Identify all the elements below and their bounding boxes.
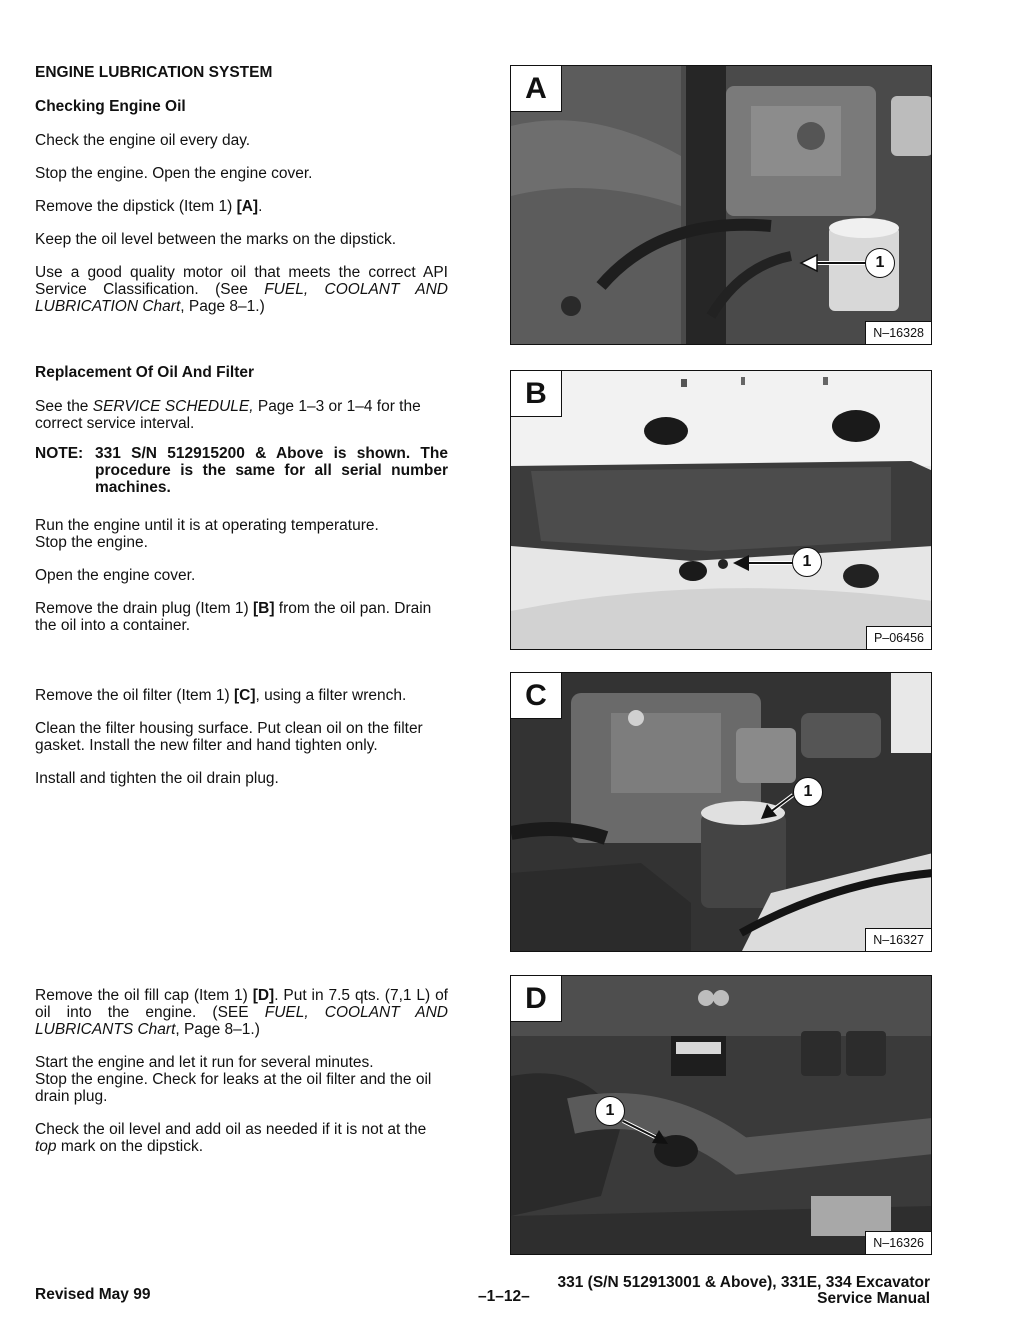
replacement-p3: Open the engine cover. [35, 567, 196, 584]
replacement-p9: Start the engine and let it run for several minutes. Stop the engine. Check for leaks at the oil filter and the oil drain plug. [35, 1054, 432, 1105]
figure-b-letter: B [511, 371, 562, 417]
replacement-p4: Remove the drain plug (Item 1) [B] from the oil pan. Drain the oil into a container. [35, 600, 432, 634]
replacement-p2: Run the engine until it is at operating temperature. Stop the engine. [35, 517, 379, 551]
figure-c-callout: 1 [793, 777, 823, 807]
replacement-p5: Remove the oil filter (Item 1) [C], using a filter wrench. [35, 687, 407, 704]
checking-p4: Keep the oil level between the marks on the dipstick. [35, 231, 397, 248]
replacement-heading: Replacement Of Oil And Filter [35, 364, 255, 381]
checking-p2: Stop the engine. Open the engine cover. [35, 165, 313, 182]
figure-a-code: N–16328 [865, 321, 931, 344]
figure-b-callout: 1 [792, 547, 822, 577]
figure-b [510, 370, 932, 650]
figure-ref-a: [A] [236, 198, 259, 215]
checking-p1: Check the engine oil every day. [35, 132, 251, 149]
replacement-p8: Remove the oil fill cap (Item 1) [D]. Put in 7.5 qts. (7,1 L) of oil into the engine. (SEE FUEL, COOLANT AND LUBRICANTS Chart, Page 8–1.) [35, 987, 448, 1038]
figure-ref-b: [B] [252, 600, 275, 617]
callout-arrow-a [511, 66, 932, 345]
note-text: 331 S/N 512915200 & Above is shown. The procedure is the same for all serial number machines. [95, 445, 448, 496]
replacement-p10: Check the oil level and add oil as needed if it is not at the top mark on the dipstick. [35, 1121, 427, 1155]
note [35, 445, 448, 496]
figure-a [510, 65, 932, 345]
footer-page-number: –1–12– [478, 1288, 530, 1305]
replacement-p6: Clean the filter housing surface. Put clean oil on the filter gasket. Install the new filter and hand tighten only. [35, 720, 423, 754]
callout-arrow-b [511, 371, 932, 650]
footer-manual-title: 331 (S/N 512913001 & Above), 331E, 334 Excavator Service Manual [557, 1274, 930, 1307]
filter-section [35, 687, 448, 787]
figure-a-callout: 1 [865, 248, 895, 278]
figure-c [510, 672, 932, 952]
checking-section [35, 64, 448, 315]
note-label: NOTE: [35, 445, 84, 462]
figure-d-callout: 1 [595, 1096, 625, 1126]
callout-arrow-c [511, 673, 932, 952]
checking-heading: Checking Engine Oil [35, 98, 186, 115]
figure-d [510, 975, 932, 1255]
checking-p3: Remove the dipstick (Item 1) [A]. [35, 198, 263, 215]
figure-c-code: N–16327 [865, 928, 931, 951]
replacement-p7: Install and tighten the oil drain plug. [35, 770, 279, 787]
figure-ref-d: [D] [252, 987, 275, 1004]
section-title: ENGINE LUBRICATION SYSTEM [35, 64, 273, 81]
figure-d-letter: D [511, 976, 562, 1022]
figure-b-code: P–06456 [866, 626, 931, 649]
figure-d-code: N–16326 [865, 1231, 931, 1254]
replacement-section [35, 364, 448, 634]
checking-p5: Use a good quality motor oil that meets the correct API Service Classification. (See FUEL, COOLANT AND LUBRICATION Chart, Page 8–1.) [35, 264, 448, 315]
replacement-p1: See the SERVICE SCHEDULE, Page 1–3 or 1–4 for the correct service interval. [35, 398, 421, 432]
figure-ref-c: [C] [233, 687, 256, 704]
refill-section [35, 987, 448, 1155]
callout-arrow-d [511, 976, 932, 1255]
footer-revised: Revised May 99 [35, 1286, 151, 1303]
figure-c-letter: C [511, 673, 562, 719]
figure-a-letter: A [511, 66, 562, 112]
